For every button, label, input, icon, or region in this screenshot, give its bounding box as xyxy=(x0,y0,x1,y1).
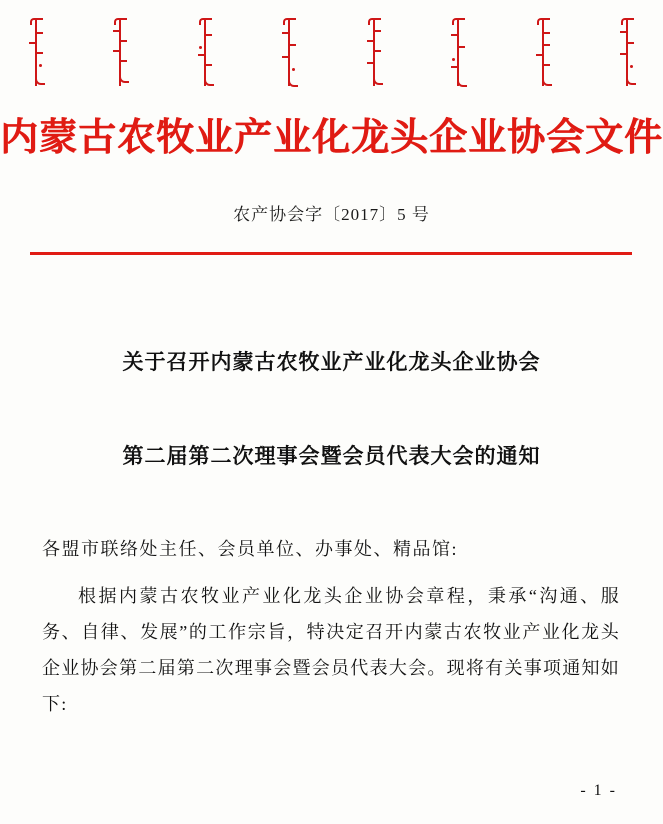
mongolian-glyph-column xyxy=(197,18,213,84)
subject-line-1: 关于召开内蒙古农牧业产业化龙头企业协会 xyxy=(122,350,541,374)
mongolian-glyph-column xyxy=(450,18,466,84)
mongolian-glyph-column xyxy=(281,18,297,84)
mongolian-glyph-column xyxy=(619,18,635,84)
document-number: 农产协会字〔2017〕5 号 xyxy=(233,205,430,224)
page-number: - 1 - xyxy=(580,782,617,799)
mongolian-glyph-column xyxy=(366,18,382,84)
document-subject xyxy=(0,336,663,482)
mongolian-glyph-column xyxy=(535,18,551,84)
subject-line-2: 第二届第二次理事会暨会员代表大会的通知 xyxy=(122,444,541,468)
body-text xyxy=(42,578,620,722)
mongolian-glyph-column xyxy=(112,18,128,84)
salutation: 各盟市联络处主任、会员单位、办事处、精品馆: xyxy=(42,539,458,559)
document-title: 内蒙古农牧业产业化龙头企业协会文件 xyxy=(0,117,663,159)
red-separator-rule xyxy=(30,252,632,255)
body-paragraph: 根据内蒙古农牧业产业化龙头企业协会章程，秉承“沟通、服务、自律、发展”的工作宗旨，特决定召开内蒙古农牧业产业化龙头企业协会第二届第二次理事会暨会员代表大会。现将有关事项通知如下: xyxy=(42,586,620,714)
mongolian-script-header xyxy=(28,18,635,90)
mongolian-glyph-column xyxy=(28,18,44,84)
